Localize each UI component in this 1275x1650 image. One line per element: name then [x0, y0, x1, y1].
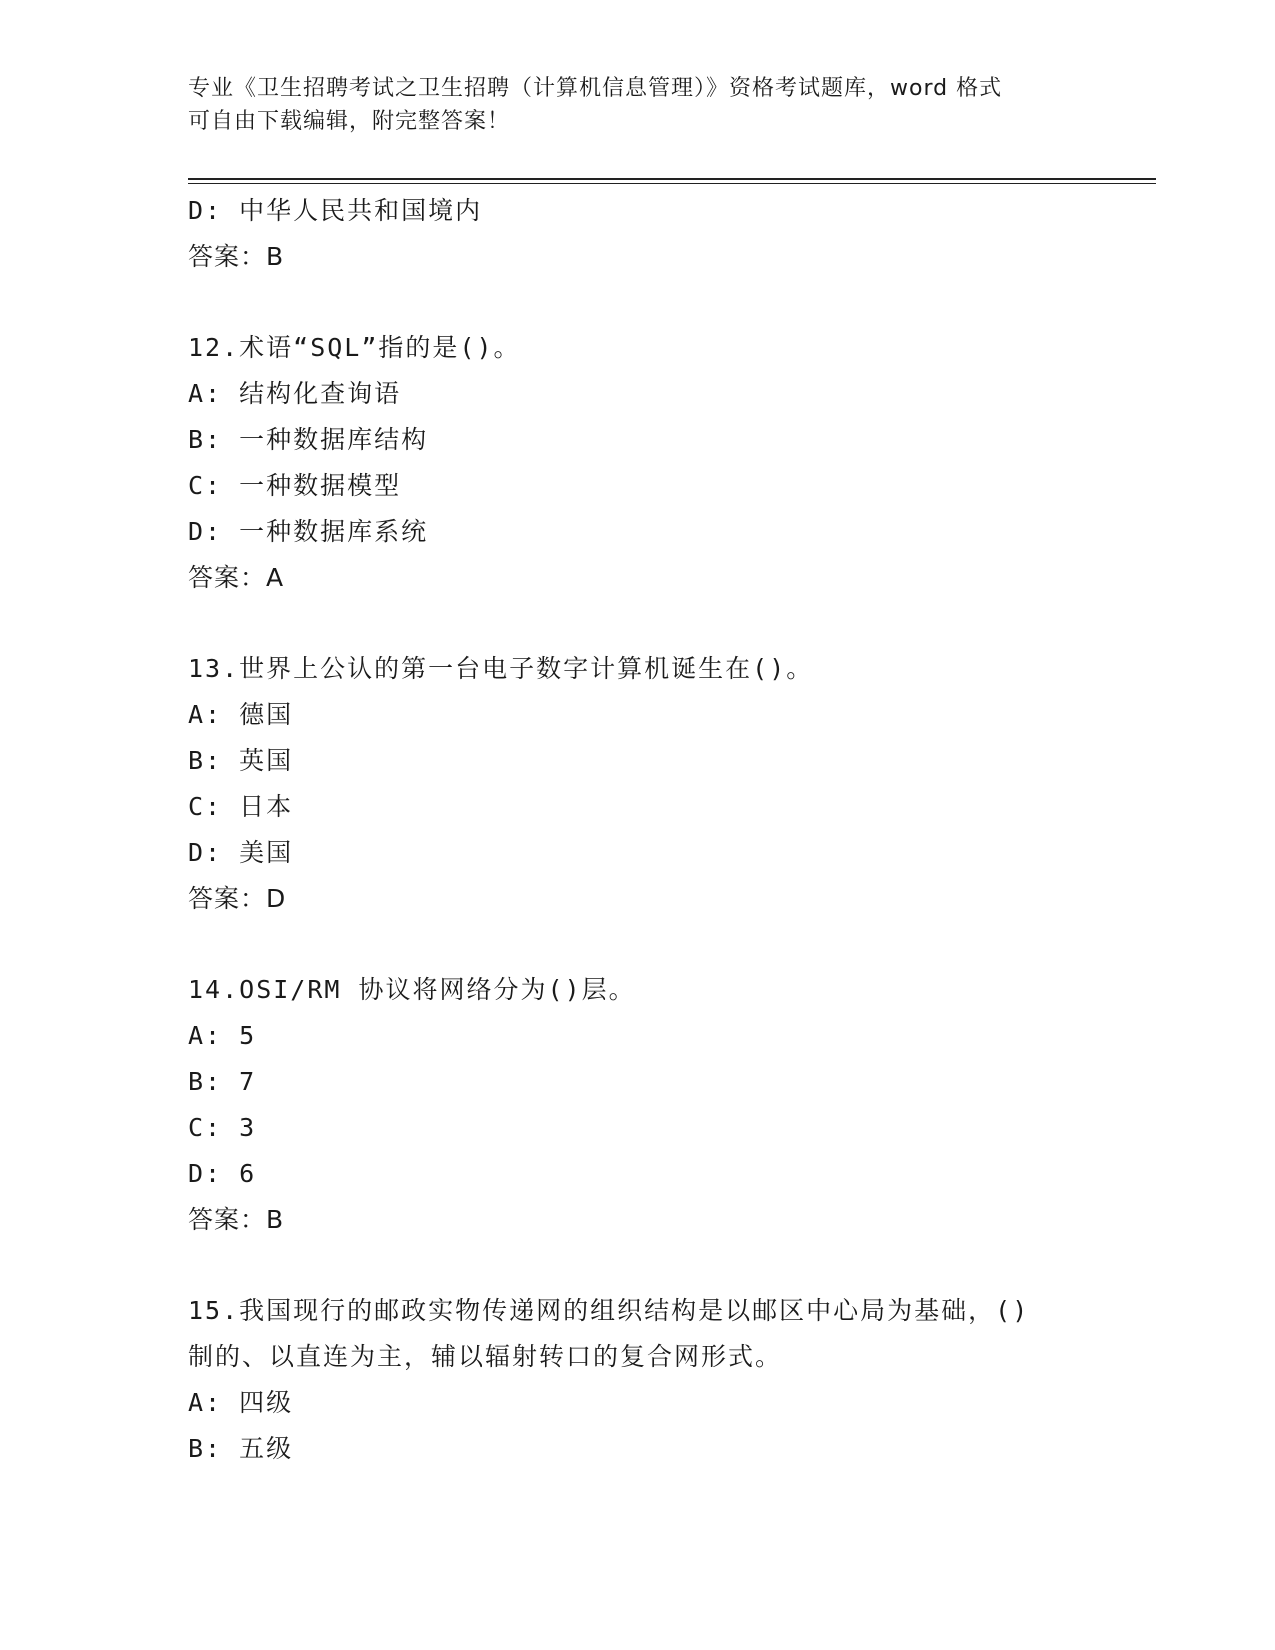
- option-d: D: 中华人民共和国境内: [188, 196, 483, 225]
- question-stem: 13.世界上公认的第一台电子数字计算机诞生在()。: [188, 654, 814, 683]
- spacer: [188, 1243, 1118, 1288]
- document-header: [188, 72, 1088, 138]
- question-list: [188, 188, 1118, 1472]
- spacer: [188, 922, 1118, 967]
- option-b: B: 一种数据库结构: [188, 425, 429, 454]
- spacer: [188, 601, 1118, 646]
- question-12: [188, 325, 1118, 601]
- question-fragment: [188, 188, 1118, 280]
- answer-line: 答案：A: [188, 563, 285, 592]
- option-d: D: 一种数据库系统: [188, 517, 429, 546]
- answer-line: 答案：B: [188, 242, 285, 271]
- option-a: A: 四级: [188, 1388, 294, 1417]
- header-divider-thick: [188, 178, 1156, 180]
- option-a: A: 德国: [188, 700, 294, 729]
- header-line-1: 专业《卫生招聘考试之卫生招聘（计算机信息管理）》资格考试题库，word 格式: [188, 76, 1003, 101]
- question-stem-line-2: 制的、以直连为主，辅以辐射转口的复合网形式。: [188, 1342, 783, 1371]
- spacer: [188, 280, 1118, 325]
- option-d: D: 6: [188, 1159, 257, 1188]
- header-line-2: 可自由下载编辑，附完整答案！: [188, 109, 511, 134]
- option-b: B: 英国: [188, 746, 294, 775]
- option-d: D: 美国: [188, 838, 294, 867]
- question-stem-line-1: 15.我国现行的邮政实物传递网的组织结构是以邮区中心局为基础，(): [188, 1296, 1030, 1325]
- question-stem: 14.OSI/RM 协议将网络分为()层。: [188, 975, 636, 1004]
- header-divider-thin: [188, 183, 1156, 184]
- answer-line: 答案：B: [188, 1205, 285, 1234]
- question-15: [188, 1288, 1118, 1472]
- option-c: C: 日本: [188, 792, 294, 821]
- option-c: C: 一种数据模型: [188, 471, 402, 500]
- option-b: B: 五级: [188, 1434, 294, 1463]
- option-b: B: 7: [188, 1067, 257, 1096]
- option-a: A: 5: [188, 1021, 257, 1050]
- question-13: [188, 646, 1118, 922]
- question-stem: 12.术语“SQL”指的是()。: [188, 333, 521, 362]
- question-14: [188, 967, 1118, 1243]
- option-a: A: 结构化查询语: [188, 379, 402, 408]
- option-c: C: 3: [188, 1113, 257, 1142]
- answer-line: 答案：D: [188, 884, 287, 913]
